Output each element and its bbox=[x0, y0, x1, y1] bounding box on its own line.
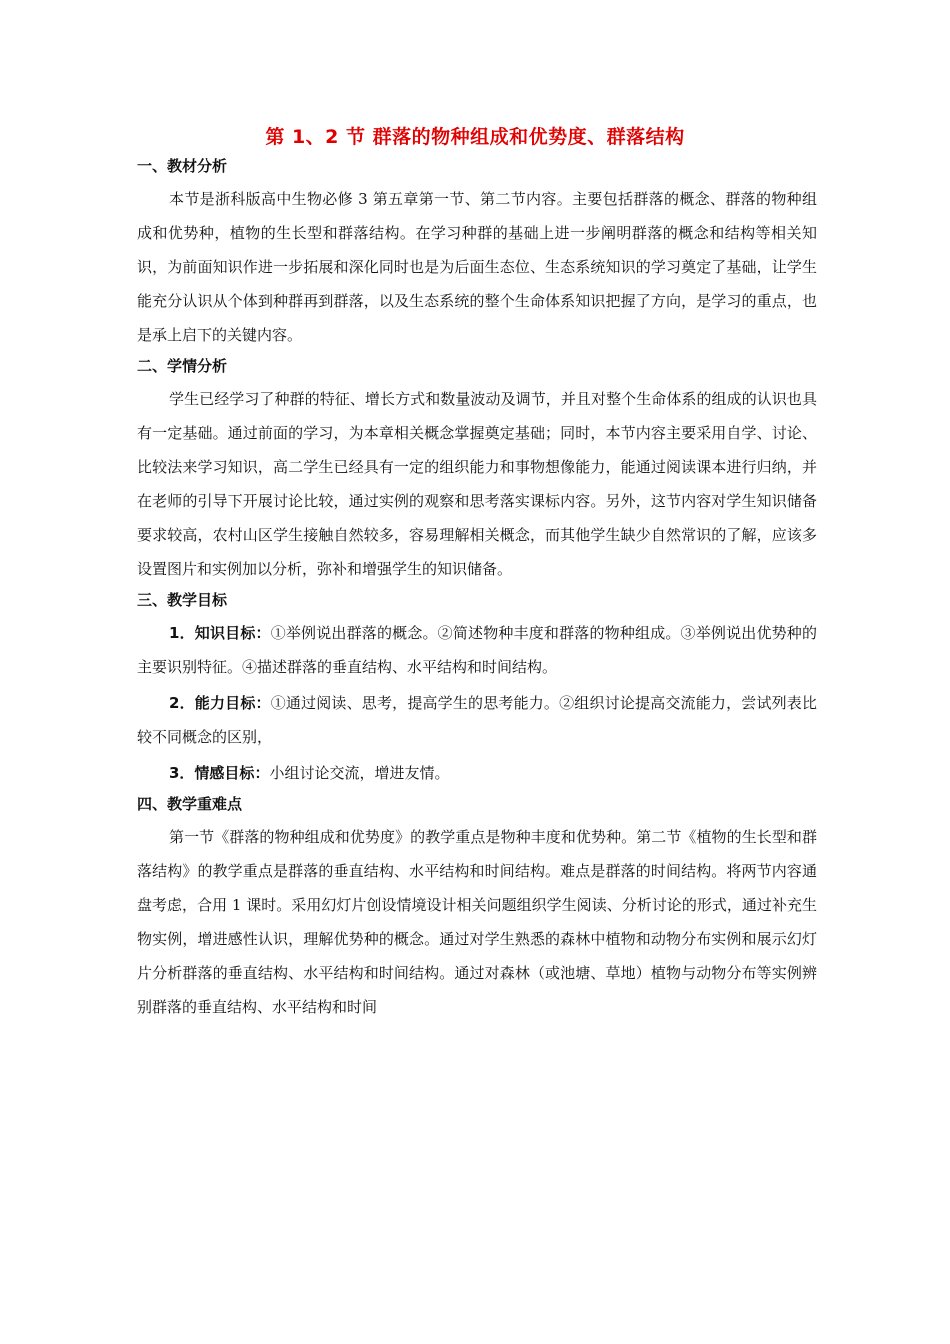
goal-text: ①举例说出群落的概念。②简述物种丰度和群落的物种组成。③举例说出优势种的主要识别特征。④描述群落的垂直结构、水平结构和时间结构。 bbox=[137, 624, 817, 676]
document-body bbox=[137, 156, 817, 1026]
goal-item-emotion bbox=[137, 756, 817, 790]
goal-label: 2．能力目标： bbox=[169, 694, 271, 712]
section-paragraph: 本节是浙科版高中生物必修 3 第五章第一节、第二节内容。主要包括群落的概念、群落的物种组成和优势种，植物的生长型和群落结构。在学习种群的基础上进一步阐明群落的概念和结构等相关知识，为前面知识作进一步拓展和深化同时也是为后面生态位、生态系统知识的学习奠定了基础，让学生能充分认识从个体到种群再到群落，以及生态系统的整个生命体系知识把握了方向，是学习的重点，也是承上启下的关键内容。 bbox=[137, 190, 817, 344]
goal-text: ①通过阅读、思考，提高学生的思考能力。②组织讨论提高交流能力，尝试列表比较不同概念的区别， bbox=[137, 694, 817, 746]
section-heading-textbook-analysis: 一、教材分析 bbox=[137, 157, 228, 175]
section-paragraph: 学生已经学习了种群的特征、增长方式和数量波动及调节，并且对整个生命体系的组成的认识也具有一定基础。通过前面的学习，为本章相关概念掌握奠定基础；同时，本节内容主要采用自学、讨论、比较法来学习知识，高二学生已经具有一定的组织能力和事物想像能力，能通过阅读课本进行归纳，并在老师的引导下开展讨论比较，通过实例的观察和思考落实课标内容。另外，这节内容对学生知识储备要求较高，农村山区学生接触自然较多，容易理解相关概念，而其他学生缺少自然常识的了解，应该多设置图片和实例加以分析，弥补和增强学生的知识储备。 bbox=[137, 390, 817, 578]
goal-text: 小组讨论交流，增进友情。 bbox=[269, 764, 450, 782]
goal-label: 3．情感目标： bbox=[169, 764, 270, 782]
section-heading-student-analysis: 二、学情分析 bbox=[137, 357, 228, 375]
document-title: 第 1、2 节 群落的物种组成和优势度、群落结构 bbox=[265, 126, 685, 148]
section-heading-teaching-goals: 三、教学目标 bbox=[137, 591, 228, 609]
goal-item-knowledge bbox=[137, 616, 817, 684]
section-heading-key-points: 四、教学重难点 bbox=[137, 795, 243, 813]
goal-label: 1．知识目标： bbox=[169, 624, 271, 642]
section-paragraph: 第一节《群落的物种组成和优势度》的教学重点是物种丰度和优势种。第二节《植物的生长型和群落结构》的教学重点是群落的垂直结构、水平结构和时间结构。难点是群落的时间结构。将两节内容通盘考虑，合用 1 课时。采用幻灯片创设情境设计相关问题组织学生阅读、分析讨论的形式，通过补充生物实例，增进感性认识，理解优势种的概念。通过对学生熟悉的森林中植物和动物分布实例和展示幻灯片分析群落的垂直结构、水平结构和时间结构。通过对森林（或池塘、草地）植物与动物分布等实例辨别群落的垂直结构、水平结构和时间 bbox=[137, 828, 817, 1016]
goal-item-ability bbox=[137, 686, 817, 754]
